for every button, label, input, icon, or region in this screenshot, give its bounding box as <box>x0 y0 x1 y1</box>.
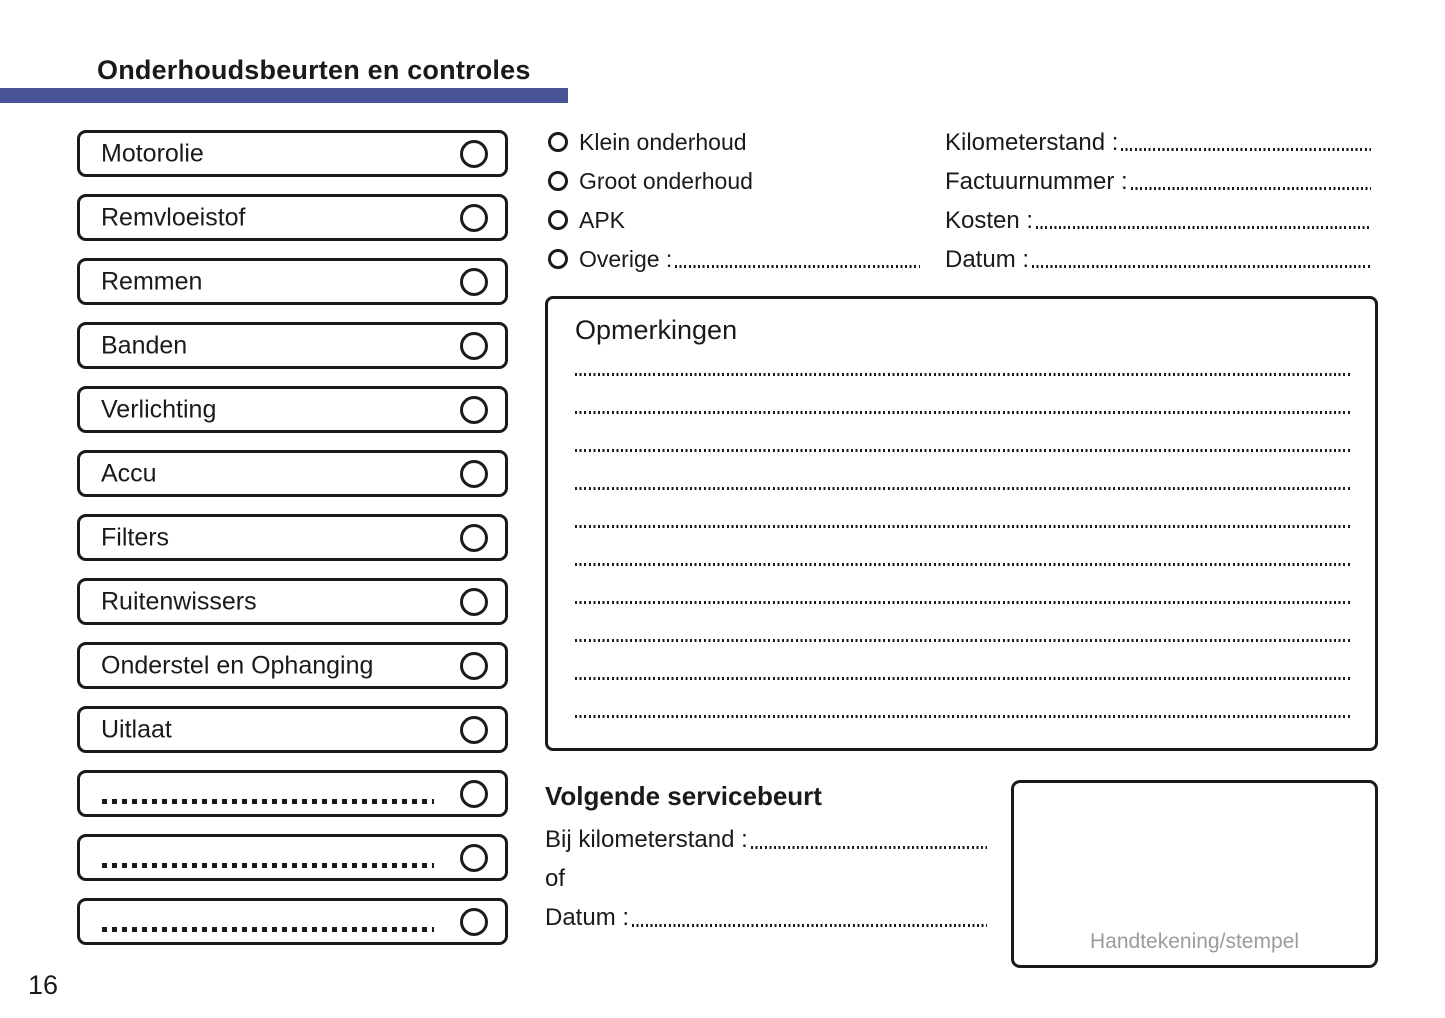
checklist-item-blank-2 <box>77 834 508 881</box>
check-circle[interactable] <box>460 268 488 296</box>
signature-box[interactable] <box>1011 780 1378 968</box>
check-circle[interactable] <box>460 332 488 360</box>
field-kosten <box>945 207 1371 233</box>
checklist-item-blank-1 <box>77 770 508 817</box>
field-of <box>545 865 987 892</box>
checklist-item-label: Onderstel en Ophanging <box>101 651 374 679</box>
field-label: of <box>545 865 566 892</box>
signature-placeholder: Handtekening/stempel <box>1090 930 1299 953</box>
remarks-line[interactable] <box>575 604 1351 642</box>
service-option-apk <box>548 207 920 233</box>
bij-kilometerstand-fill-line[interactable] <box>751 846 987 849</box>
remarks-lines <box>575 338 1351 718</box>
check-circle[interactable] <box>460 396 488 424</box>
field-bij-kilometerstand <box>545 826 987 853</box>
checklist-item-motorolie <box>77 130 508 177</box>
remarks-box <box>545 296 1378 751</box>
field-label: Datum : <box>545 904 630 931</box>
service-type-options <box>548 129 920 285</box>
checklist-item-accu <box>77 450 508 497</box>
service-option-klein-onderhoud <box>548 129 920 155</box>
radio-circle[interactable] <box>548 132 568 152</box>
option-label: APK <box>579 206 626 233</box>
blank-item-fill-line[interactable] <box>102 799 434 804</box>
checklist-item-label: Banden <box>101 331 188 359</box>
blank-item-fill-line[interactable] <box>102 927 434 932</box>
checklist-item-ruitenwissers <box>77 578 508 625</box>
check-circle[interactable] <box>460 908 488 936</box>
checklist-item-blank-3 <box>77 898 508 945</box>
remarks-line[interactable] <box>575 338 1351 376</box>
remarks-line[interactable] <box>575 452 1351 490</box>
next-service-title: Volgende servicebeurt <box>545 781 822 811</box>
checklist-item-label: Verlichting <box>101 395 217 423</box>
field-label: Factuurnummer : <box>945 168 1128 195</box>
field-label: Bij kilometerstand : <box>545 826 748 853</box>
next-service-fields <box>545 826 987 943</box>
check-circle[interactable] <box>460 588 488 616</box>
remarks-line[interactable] <box>575 376 1351 414</box>
checklist-item-label: Remmen <box>101 267 203 295</box>
remarks-line[interactable] <box>575 528 1351 566</box>
field-factuurnummer <box>945 168 1371 194</box>
remarks-line[interactable] <box>575 490 1351 528</box>
datum-next-fill-line[interactable] <box>632 924 987 927</box>
checklist-item-filters <box>77 514 508 561</box>
check-circle[interactable] <box>460 140 488 168</box>
radio-circle[interactable] <box>548 171 568 191</box>
record-fields <box>945 129 1371 285</box>
overige-fill-line[interactable] <box>675 265 920 268</box>
checklist-item-banden <box>77 322 508 369</box>
check-circle[interactable] <box>460 524 488 552</box>
field-kilometerstand <box>945 129 1371 155</box>
field-datum-next <box>545 904 987 931</box>
checklist-item-label: Remvloeistof <box>101 203 246 231</box>
kilometerstand-fill-line[interactable] <box>1121 148 1371 151</box>
page-title: Onderhoudsbeurten en controles <box>97 55 531 85</box>
radio-circle[interactable] <box>548 249 568 269</box>
blank-item-fill-line[interactable] <box>102 863 434 868</box>
checklist-item-remvloeistof <box>77 194 508 241</box>
remarks-line[interactable] <box>575 566 1351 604</box>
checklist-item-label: Accu <box>101 459 157 487</box>
check-circle[interactable] <box>460 780 488 808</box>
datum-fill-line[interactable] <box>1032 265 1371 268</box>
check-circle[interactable] <box>460 716 488 744</box>
field-label: Kilometerstand : <box>945 129 1119 156</box>
page-number: 16 <box>28 970 59 1000</box>
title-accent-bar <box>0 88 568 103</box>
option-label: Groot onderhoud <box>579 167 753 194</box>
checklist-item-verlichting <box>77 386 508 433</box>
checklist-item-uitlaat <box>77 706 508 753</box>
check-circle[interactable] <box>460 844 488 872</box>
checklist-item-label: Ruitenwissers <box>101 587 257 615</box>
field-label: Datum : <box>945 246 1030 273</box>
remarks-title: Opmerkingen <box>575 315 738 345</box>
checklist-item-onderstel-en-ophanging <box>77 642 508 689</box>
remarks-line[interactable] <box>575 680 1351 718</box>
field-datum <box>945 246 1371 272</box>
checklist-item-label: Uitlaat <box>101 715 172 743</box>
field-label: Kosten : <box>945 207 1034 234</box>
factuurnummer-fill-line[interactable] <box>1131 187 1371 190</box>
remarks-line[interactable] <box>575 642 1351 680</box>
service-option-overige <box>548 246 920 272</box>
option-label: Klein onderhoud <box>579 128 747 155</box>
kosten-fill-line[interactable] <box>1036 226 1371 229</box>
checklist-item-label: Filters <box>101 523 170 551</box>
radio-circle[interactable] <box>548 210 568 230</box>
remarks-line[interactable] <box>575 414 1351 452</box>
service-option-groot-onderhoud <box>548 168 920 194</box>
check-circle[interactable] <box>460 460 488 488</box>
option-label: Overige : <box>579 245 673 272</box>
check-circle[interactable] <box>460 652 488 680</box>
checklist-item-label: Motorolie <box>101 139 204 167</box>
checklist <box>77 130 508 962</box>
check-circle[interactable] <box>460 204 488 232</box>
checklist-item-remmen <box>77 258 508 305</box>
